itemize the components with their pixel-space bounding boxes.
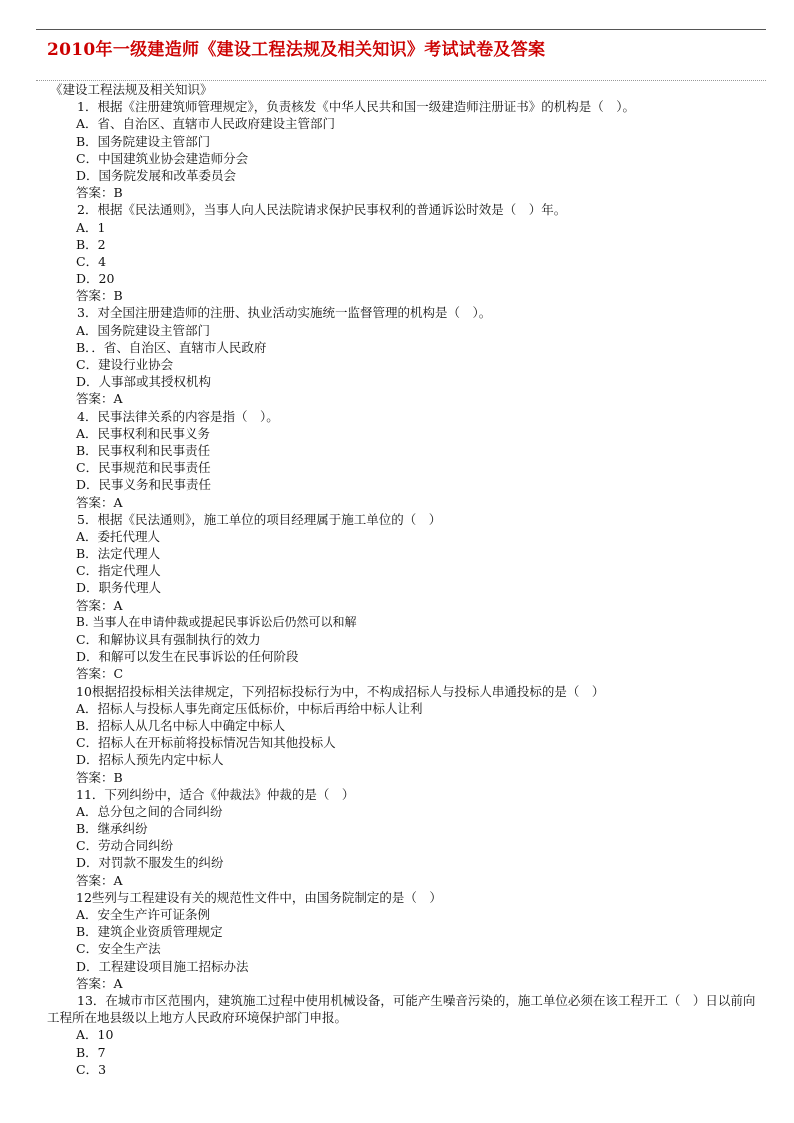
top-rule <box>36 29 766 30</box>
text-line: B．继承纠纷 <box>76 821 148 837</box>
text-line: D．和解可以发生在民事诉讼的任何阶段 <box>76 649 299 665</box>
text-line: C．中国建筑业协会建造师分会 <box>76 150 249 166</box>
text-line: A．委托代理人 <box>76 528 161 544</box>
text-line: 答案：B <box>76 769 123 785</box>
document-title: 2010年一级建造师《建设工程法规及相关知识》考试试卷及答案 <box>47 40 546 60</box>
text-line: 答案：A <box>76 391 123 407</box>
text-line: 答案：A <box>76 872 123 888</box>
text-line: 2．根据《民法通则》，当事人向人民法院请求保护民事权利的普通诉讼时效是（ ）年。 <box>77 202 567 218</box>
text-line: A．安全生产许可证条例 <box>76 907 211 922</box>
text-line: D．对罚款不服发生的纠纷 <box>76 855 224 871</box>
text-line: D．民事义务和民事责任 <box>76 477 212 493</box>
text-line: D．国务院发展和改革委员会 <box>76 167 237 183</box>
text-line: 4．民事法律关系的内容是指（ ）。 <box>77 408 279 424</box>
text-line: 答案：B <box>76 185 123 201</box>
text-line: C．招标人在开标前将投标情况告知其他投标人 <box>76 735 336 751</box>
text-line: A．10 <box>76 1027 114 1043</box>
text-line: 11．下列纠纷中，适合《仲裁法》仲裁的是（ ） <box>76 786 355 802</box>
text-line: B．法定代理人 <box>76 546 161 562</box>
text-line: D．20 <box>76 271 115 287</box>
text-line: D．工程建设项目施工招标办法 <box>76 958 249 974</box>
text-line: 答案：A <box>76 975 123 991</box>
text-line: 答案：B <box>76 288 123 304</box>
text-line: B．2 <box>76 236 106 252</box>
text-line: C．和解协议具有强制执行的效力 <box>76 632 261 647</box>
text-line: A．招标人与投标人事先商定压低标价，中标后再给中标人让利 <box>76 700 423 716</box>
text-line: 答案：A <box>76 597 123 613</box>
section-heading: 《建设工程法规及相关知识》 <box>50 82 213 97</box>
document-body <box>47 81 767 1078</box>
text-line: B．招标人从几名中标人中确定中标人 <box>76 717 286 733</box>
text-line: A．国务院建设主管部门 <box>76 322 211 338</box>
text-line: B．国务院建设主管部门 <box>76 133 211 149</box>
text-line: A．民事权利和民事义务 <box>76 425 211 441</box>
text-line: B．7 <box>76 1044 106 1060</box>
text-line: C．4 <box>76 253 107 269</box>
text-line: C．指定代理人 <box>76 563 161 579</box>
text-line: 答案：C <box>76 666 124 682</box>
text-line: 5．根据《民法通则》，施工单位的项目经理属于施工单位的（ ） <box>77 511 442 527</box>
text-line: B. 当事人在申请仲裁或提起民事诉讼后仍然可以和解 <box>76 614 357 629</box>
question-list <box>47 98 767 1078</box>
text-line: C．3 <box>76 1061 107 1077</box>
text-line: 12些列与工程建设有关的规范性文件中，由国务院制定的是（ ） <box>76 889 442 905</box>
text-line: 13．在城市市区范围内，建筑施工过程中使用机械设备，可能产生噪音污染的，施工单位必须在该工程开工（ ）日以前向工程所在地县级以上地方人民政府环境保护部门申报。 <box>47 992 756 1026</box>
text-line: A．省、自治区、直辖市人民政府建设主管部门 <box>76 116 336 132</box>
text-line: 答案：A <box>76 494 123 510</box>
text-line: 1．根据《注册建筑师管理规定》，负责核发《中华人民共和国一级建造师注册证书》的机构是（ ）。 <box>77 99 635 115</box>
text-line: 3．对全国注册建造师的注册、执业活动实施统一监督管理的机构是（ ）。 <box>77 305 492 321</box>
text-line: 10根据招投标相关法律规定，下列招标投标行为中，不构成招标人与投标人串通投标的是（ ） <box>76 683 605 699</box>
text-line: B．民事权利和民事责任 <box>76 442 211 458</box>
text-line: B．建筑企业资质管理规定 <box>76 924 223 940</box>
text-line: D．招标人预先内定中标人 <box>76 752 224 768</box>
text-line: C．劳动合同纠纷 <box>76 838 174 854</box>
text-line: A．1 <box>76 219 106 235</box>
text-line: C．民事规范和民事责任 <box>76 460 211 476</box>
text-line: D．人事部或其授权机构 <box>76 374 212 390</box>
text-line: B．．省、自治区、直辖市人民政府 <box>76 339 267 355</box>
text-line: C．建设行业协会 <box>76 357 174 372</box>
text-line: D．职务代理人 <box>76 580 162 596</box>
text-line: A．总分包之间的合同纠纷 <box>76 803 223 819</box>
text-line: C．安全生产法 <box>76 941 161 957</box>
